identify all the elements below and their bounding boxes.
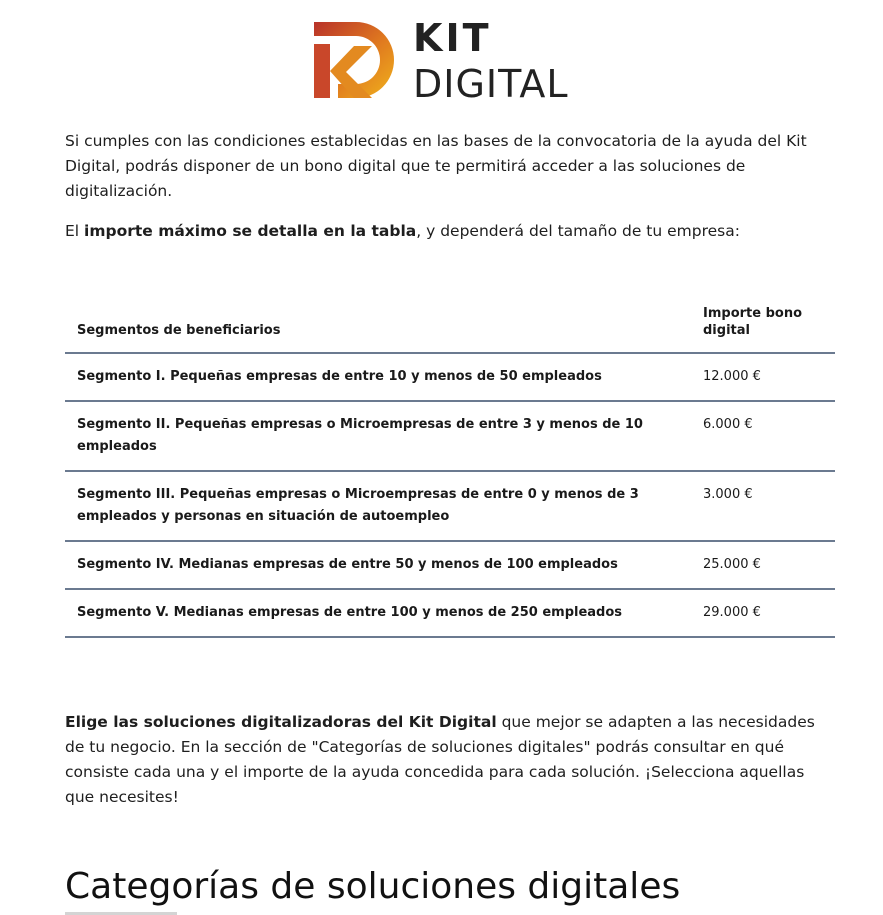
section-heading-categorias: Categorías de soluciones digitales (65, 866, 681, 907)
header-importe: Importe bono digital (691, 295, 835, 353)
table-row (65, 589, 835, 637)
importe-bold: importe máximo se detalla en la tabla (84, 222, 417, 240)
table-row (65, 353, 835, 401)
kit-digital-logo (308, 16, 592, 106)
elige-paragraph-container (65, 710, 835, 810)
segment-name: Segmento V. Medianas empresas de entre 100 y menos de 250 empleados (65, 589, 691, 637)
segment-amount: 29.000 € (691, 589, 835, 637)
elige-bold: Elige las soluciones digitalizadoras del Kit Digital (65, 713, 497, 731)
intro-paragraph: Si cumples con las condiciones establecidas en las bases de la convocatoria de la ayuda del Kit Digital, podrás disponer de un bono digital que te permitirá acceder a las soluciones de digitalización. (65, 132, 807, 200)
elige-paragraph (65, 710, 835, 810)
segment-amount: 25.000 € (691, 541, 835, 589)
kit-digital-logo-mark (308, 16, 408, 102)
segment-name: Segmento IV. Medianas empresas de entre 50 y menos de 100 empleados (65, 541, 691, 589)
logo-digital-text: DIGITAL (413, 62, 569, 106)
segment-amount: 12.000 € (691, 353, 835, 401)
table-row (65, 401, 835, 471)
importe-post: , y dependerá del tamaño de tu empresa: (416, 222, 740, 240)
importe-paragraph (65, 219, 835, 244)
header-segmentos: Segmentos de beneficiarios (65, 295, 691, 353)
segment-amount: 6.000 € (691, 401, 835, 471)
table-header-row (65, 295, 835, 353)
logo-kit-text: KIT (413, 16, 492, 60)
intro-paragraph-container (65, 129, 835, 204)
elige-rest: que mejor se adapten a las necesidades de tu negocio. En la sección de "Categorías de soluciones digitales" podrás consultar en qué consiste cada una y el importe de la ayuda concedida para cada solución. ¡Selecciona aquellas que necesites! (65, 713, 815, 806)
segment-amount: 3.000 € (691, 471, 835, 541)
segment-name: Segmento II. Pequeñas empresas o Microempresas de entre 3 y menos de 10 empleados (65, 401, 691, 471)
segment-name: Segmento I. Pequeñas empresas de entre 10 y menos de 50 empleados (65, 353, 691, 401)
table-row (65, 541, 835, 589)
importe-pre: El (65, 222, 85, 240)
segments-table (65, 295, 835, 638)
table-row (65, 471, 835, 541)
importe-paragraph-container (65, 219, 835, 244)
segment-name: Segmento III. Pequeñas empresas o Microempresas de entre 0 y menos de 3 empleados y personas en situación de autoempleo (65, 471, 691, 541)
